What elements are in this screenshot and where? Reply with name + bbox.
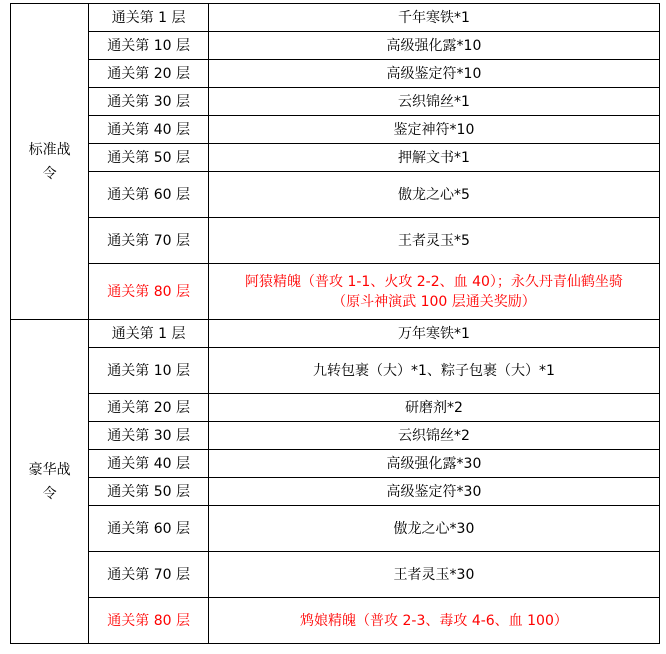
table-row — [11, 394, 660, 422]
table-row — [11, 264, 660, 320]
reward-cell: 阿猿精魄（普攻 1-1、火攻 2-2、血 40）；永久丹青仙鹤坐骑 （原斗神演武 100 层通关奖励） — [208, 264, 659, 320]
reward-cell: 鸩娘精魄（普攻 2-3、毒攻 4-6、血 100） — [208, 598, 659, 644]
level-cell: 通关第 40 层 — [89, 450, 209, 478]
table-row — [11, 218, 660, 264]
table-row — [11, 478, 660, 506]
table-row — [11, 422, 660, 450]
level-cell: 通关第 20 层 — [89, 60, 209, 88]
table-row — [11, 506, 660, 552]
level-cell: 通关第 1 层 — [89, 320, 209, 348]
level-cell: 通关第 20 层 — [89, 394, 209, 422]
reward-cell: 云织锦丝*2 — [208, 422, 659, 450]
level-cell: 通关第 10 层 — [89, 32, 209, 60]
reward-cell: 押解文书*1 — [208, 144, 659, 172]
table-row — [11, 116, 660, 144]
level-cell: 通关第 30 层 — [89, 422, 209, 450]
reward-cell: 王者灵玉*30 — [208, 552, 659, 598]
reward-table — [10, 3, 660, 644]
table-row — [11, 4, 660, 32]
level-cell: 通关第 70 层 — [89, 218, 209, 264]
reward-table-body — [11, 4, 660, 644]
reward-cell: 千年寒铁*1 — [208, 4, 659, 32]
table-row — [11, 598, 660, 644]
reward-cell: 高级鉴定符*10 — [208, 60, 659, 88]
table-row — [11, 32, 660, 60]
level-cell: 通关第 60 层 — [89, 506, 209, 552]
reward-cell: 鉴定神符*10 — [208, 116, 659, 144]
table-row — [11, 320, 660, 348]
table-row — [11, 348, 660, 394]
table-row — [11, 450, 660, 478]
category-cell: 标准战 令 — [11, 4, 89, 320]
level-cell: 通关第 70 层 — [89, 552, 209, 598]
level-cell: 通关第 50 层 — [89, 478, 209, 506]
table-row — [11, 172, 660, 218]
level-cell: 通关第 10 层 — [89, 348, 209, 394]
reward-cell: 九转包裹（大）*1、粽子包裹（大）*1 — [208, 348, 659, 394]
reward-cell: 高级强化露*30 — [208, 450, 659, 478]
category-cell: 豪华战 令 — [11, 320, 89, 644]
table-row — [11, 552, 660, 598]
level-cell: 通关第 1 层 — [89, 4, 209, 32]
level-cell: 通关第 30 层 — [89, 88, 209, 116]
reward-cell: 高级强化露*10 — [208, 32, 659, 60]
reward-cell: 王者灵玉*5 — [208, 218, 659, 264]
level-cell: 通关第 40 层 — [89, 116, 209, 144]
level-cell: 通关第 50 层 — [89, 144, 209, 172]
reward-cell: 傲龙之心*5 — [208, 172, 659, 218]
level-cell: 通关第 80 层 — [89, 598, 209, 644]
level-cell: 通关第 60 层 — [89, 172, 209, 218]
reward-cell: 云织锦丝*1 — [208, 88, 659, 116]
level-cell: 通关第 80 层 — [89, 264, 209, 320]
reward-cell: 万年寒铁*1 — [208, 320, 659, 348]
table-row — [11, 144, 660, 172]
reward-cell: 高级鉴定符*30 — [208, 478, 659, 506]
table-row — [11, 88, 660, 116]
table-row — [11, 60, 660, 88]
reward-cell: 研磨剂*2 — [208, 394, 659, 422]
reward-cell: 傲龙之心*30 — [208, 506, 659, 552]
